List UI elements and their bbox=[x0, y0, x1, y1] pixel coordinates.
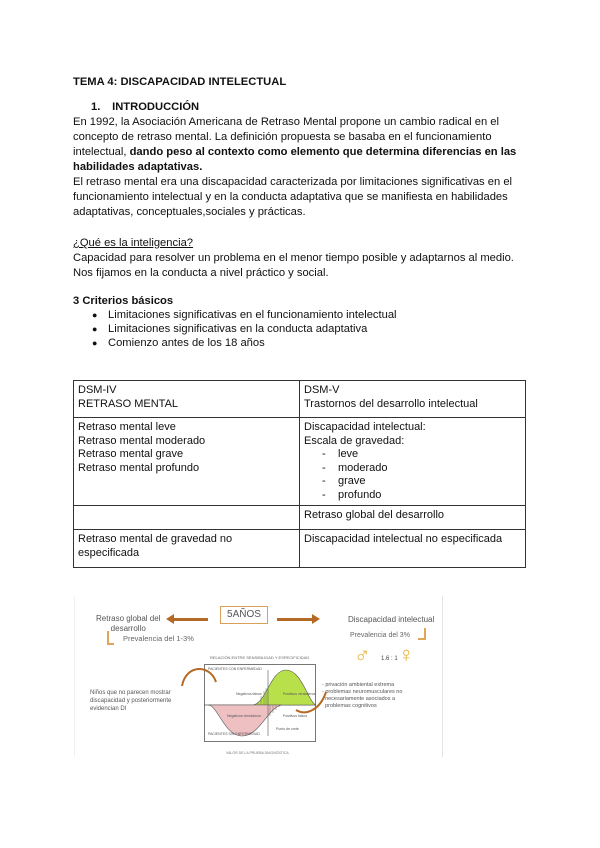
cell-line: Retraso mental profundo bbox=[78, 461, 200, 474]
note-line: - privación ambiental extrema bbox=[322, 682, 395, 688]
left-arrowhead-icon bbox=[166, 614, 174, 624]
table-cell bbox=[74, 381, 300, 418]
intro-text: intelectual, bbox=[73, 146, 130, 158]
severity-item: - leve bbox=[322, 448, 521, 462]
intro-emphasis-line: habilidades adaptativas. bbox=[73, 161, 203, 173]
intro-emphasis: dando peso al contexto como elemento que determina diferencias en las bbox=[129, 146, 517, 158]
cell-line: especificada bbox=[78, 546, 140, 559]
cell-line: Discapacidad intelectual: bbox=[304, 421, 426, 433]
left-title-line: Retraso global del bbox=[96, 614, 161, 623]
right-title: Discapacidad intelectual bbox=[348, 615, 435, 624]
table-cell bbox=[300, 381, 526, 418]
elbow-arrow-icon bbox=[107, 631, 114, 645]
table-cell bbox=[300, 418, 526, 506]
dsm-comparison-table bbox=[73, 380, 526, 568]
chart-label-true-neg: Negativos verdaderos bbox=[227, 714, 262, 718]
cell-line: Escala de gravedad: bbox=[304, 434, 405, 447]
criteria-item bbox=[92, 336, 265, 350]
cell-line: Retraso mental leve bbox=[78, 421, 176, 433]
header-text: Trastornos del desarrollo intelectual bbox=[304, 397, 478, 410]
cell-line: Retraso mental de gravedad no bbox=[78, 533, 233, 545]
left-title bbox=[96, 614, 160, 634]
right-notes bbox=[322, 682, 402, 710]
definition-line: El retraso mental era una discapacidad caracterizada por limitaciones significativas en el bbox=[73, 176, 513, 188]
severity-item: - profundo bbox=[322, 489, 521, 503]
severity-item: - grave bbox=[322, 475, 521, 489]
cell-line: Retraso mental grave bbox=[78, 448, 184, 460]
table-cell bbox=[74, 418, 300, 506]
bullet-icon: ● bbox=[92, 338, 98, 348]
intro-line: En 1992, la Asociación Americana de Retraso Mental propone un cambio radical en el bbox=[73, 116, 500, 128]
section-number: 1. bbox=[91, 101, 101, 113]
table-cell bbox=[74, 506, 300, 530]
chart-title: RELACIÓN ENTRE SENSIBILIDAD Y ESPECIFICIDAD bbox=[210, 655, 310, 660]
section-heading-text: INTRODUCCIÓN bbox=[112, 101, 200, 113]
note-text: necesariamente asociados a bbox=[325, 696, 396, 702]
criteria-item bbox=[92, 322, 367, 336]
chart-caption: VALOR DE LA PRUEBA DIAGNÓSTICA bbox=[226, 751, 289, 755]
bullet-icon: ● bbox=[92, 324, 98, 334]
chart-label-false-neg: Negativos falsos bbox=[236, 692, 262, 696]
intro-line bbox=[73, 145, 516, 159]
table-row bbox=[74, 506, 526, 530]
bullet-icon: ● bbox=[92, 310, 98, 320]
sex-ratio: 1.6 : 1 bbox=[381, 656, 398, 662]
elbow-arrow-icon bbox=[418, 628, 426, 640]
left-arrow-icon bbox=[170, 618, 208, 621]
chart-label-bottom: PACIENTES SIN ENFERMEDAD bbox=[208, 732, 260, 736]
criteria-item-text: Limitaciones significativas en la conducta adaptativa bbox=[108, 323, 368, 335]
note-text: problemas cognitivos bbox=[325, 703, 377, 709]
header-text: DSM-V bbox=[304, 384, 340, 396]
five-years-box: 5AÑOS bbox=[220, 606, 268, 624]
intelligence-question: ¿Qué es la inteligencia? bbox=[73, 237, 194, 249]
note-text: problemas neuromusculares no bbox=[325, 689, 403, 695]
intro-line: concepto de retraso mental. La definición propuesta se basaba en el funcionamiento bbox=[73, 131, 492, 143]
criteria-item-text: Comienzo antes de los 18 años bbox=[108, 337, 265, 349]
table-row bbox=[74, 381, 526, 418]
note-line: evidencian DI bbox=[90, 706, 127, 712]
left-title-line: desarrollo bbox=[110, 624, 146, 633]
header-text: RETRASO MENTAL bbox=[78, 397, 179, 410]
criteria-heading: 3 Criterios básicos bbox=[73, 295, 174, 307]
criteria-item-text: Limitaciones significativas en el funcionamiento intelectual bbox=[108, 309, 397, 321]
severity-list bbox=[304, 448, 521, 502]
cell-line: Retraso mental moderado bbox=[78, 434, 206, 447]
curved-arrow-right-icon bbox=[294, 688, 330, 718]
left-prevalence: Prevalencia del 1-3% bbox=[123, 634, 194, 643]
intelligence-line: Capacidad para resolver un problema en el menor tiempo posible y adaptarnos al medio. bbox=[73, 252, 514, 264]
right-arrowhead-icon bbox=[312, 614, 320, 624]
chart-label-false-pos: Positivos falsos bbox=[283, 714, 308, 718]
chart-label-cutoff: Punto de corte bbox=[276, 727, 299, 731]
right-arrow-icon bbox=[277, 618, 313, 621]
curved-arrow-left-icon bbox=[180, 660, 220, 690]
header-text: DSM-IV bbox=[78, 384, 117, 396]
note-line: Niños que no parecen mostrar bbox=[90, 690, 171, 696]
intelligence-line: Nos fijamos en la conducta a nivel práctico y social. bbox=[73, 267, 329, 279]
left-note bbox=[90, 689, 171, 713]
definition-line: funcionamiento intelectual y en la conducta adaptativa que se manifiesta en habilidades bbox=[73, 191, 508, 203]
note-line: discapacidad y posteriormente bbox=[90, 698, 172, 704]
criteria-item bbox=[92, 308, 397, 322]
table-cell bbox=[74, 530, 300, 568]
note-line bbox=[322, 703, 402, 710]
table-cell: Retraso global del desarrollo bbox=[300, 506, 526, 530]
note-line: - problemas neuromusculares no bbox=[322, 689, 403, 695]
severity-item: - moderado bbox=[322, 462, 521, 476]
table-row bbox=[74, 418, 526, 506]
note-line bbox=[322, 696, 402, 703]
note-text: privación ambiental extrema bbox=[325, 682, 395, 688]
section-heading bbox=[91, 100, 199, 114]
female-symbol-icon: ♀ bbox=[398, 642, 415, 667]
chart-label-top: PACIENTES CON ENFERMEDAD bbox=[208, 667, 262, 671]
table-cell: Discapacidad intelectual no especificada bbox=[300, 530, 526, 568]
definition-line: adaptativas, conceptuales,sociales y prácticas. bbox=[73, 206, 306, 218]
table-row bbox=[74, 530, 526, 568]
chart-label-true-pos: Positivos verdaderos bbox=[283, 692, 316, 696]
document-title: TEMA 4: DISCAPACIDAD INTELECTUAL bbox=[73, 76, 287, 88]
right-prevalence: Prevalencia del 3% bbox=[350, 632, 410, 639]
male-symbol-icon: ♂ bbox=[354, 642, 371, 667]
